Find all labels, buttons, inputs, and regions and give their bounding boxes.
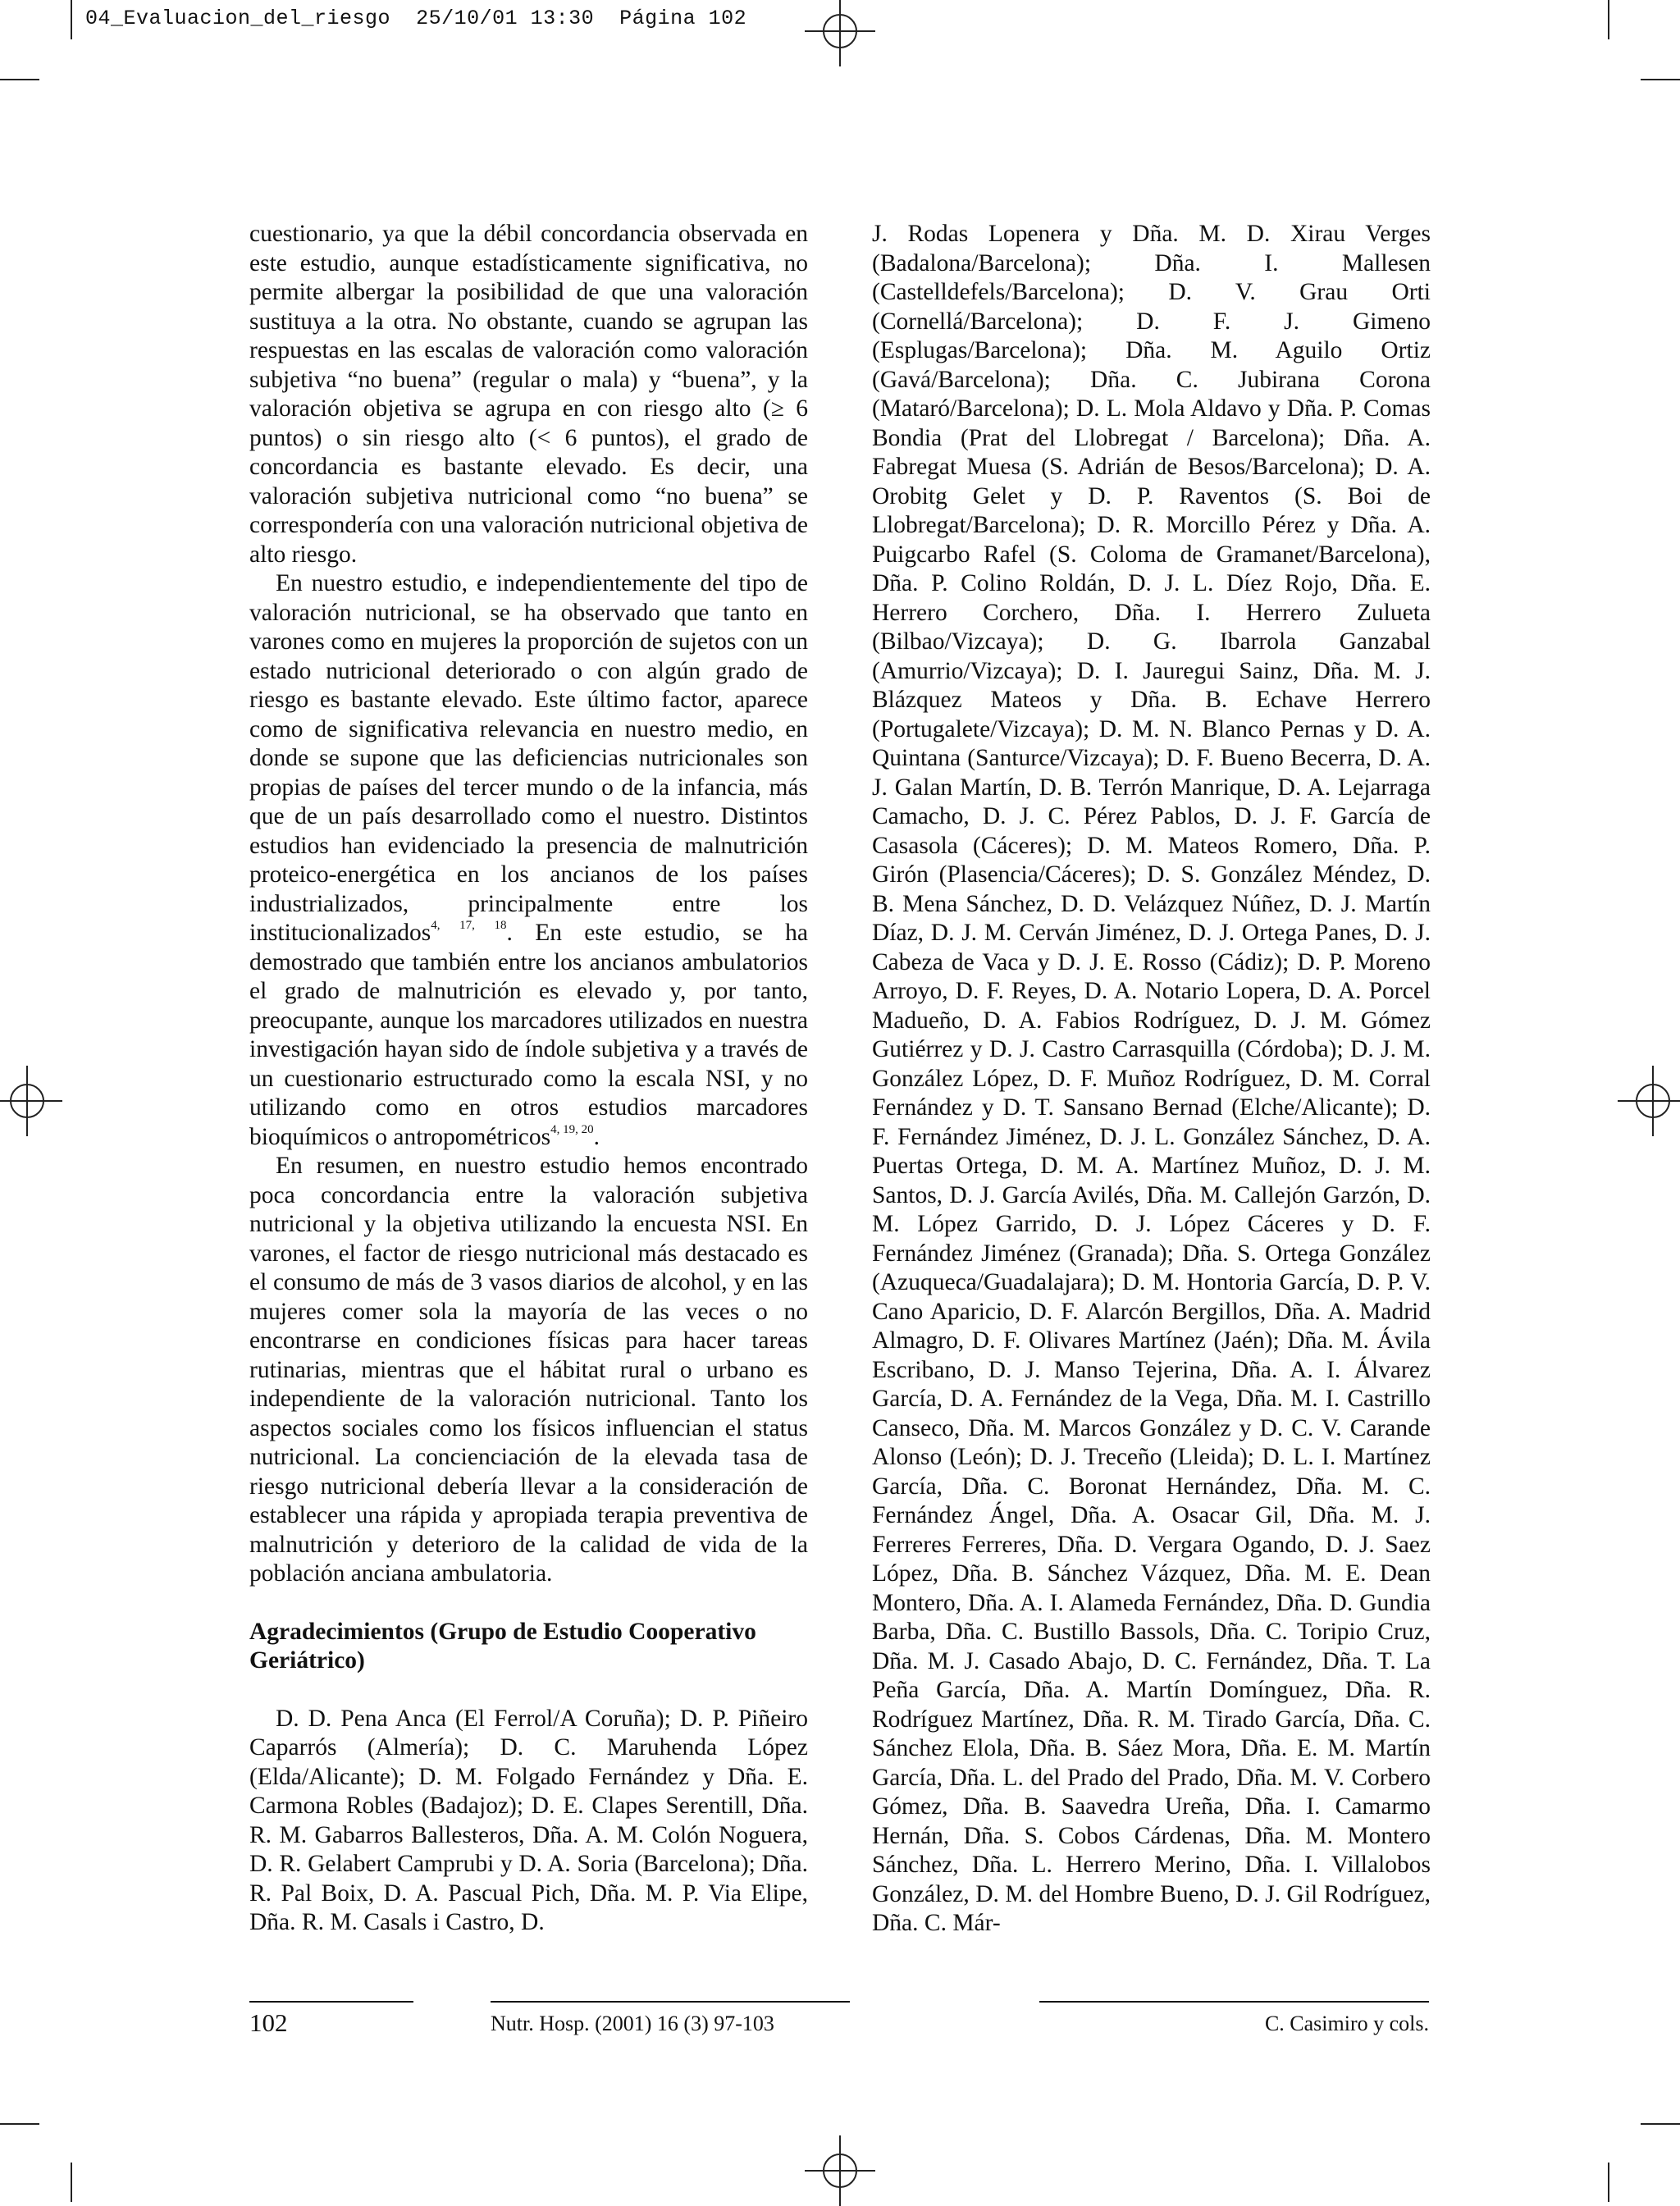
- crop-mark: [0, 2123, 39, 2125]
- registration-mark-icon: [805, 2135, 875, 2206]
- crop-mark: [1608, 0, 1609, 39]
- registration-mark-icon: [805, 0, 875, 66]
- paragraph: D. D. Pena Anca (El Ferrol/A Coruña); D. P. Piñeiro Caparrós (Almería); D. C. Maruhenda López (Elda/Alicante); D. M. Folgado Fernández y Dña. E. Carmona Robles (Badajoz); D. E. Clapes Serentill, Dña. R. M. Gabarros Ballesteros, Dña. A. M. Colón Noguera, D. R. Gelabert Camprubi y D. A. Soria (Barcelona); Dña. R. Pal Boix, D. A. Pascual Pich, Dña. M. P. Via Elipe, Dña. R. M. Casals i Castro, D.: [249, 1705, 808, 1935]
- footer-authors: C. Casimiro y cols.: [1264, 2012, 1429, 2035]
- crop-mark: [1608, 2163, 1609, 2202]
- footer-rule: [249, 2001, 413, 2003]
- journal-citation: Nutr. Hosp. (2001) 16 (3) 97-103: [491, 2012, 774, 2035]
- crop-mark: [71, 2163, 72, 2202]
- page-number: 102: [249, 2008, 288, 2037]
- right-column: [872, 220, 1431, 1939]
- citation: 4, 19, 20: [550, 1122, 594, 1136]
- crop-mark: [71, 0, 72, 39]
- footer-rule: [1039, 2001, 1429, 2003]
- citation: 4, 17, 18: [431, 919, 507, 932]
- paragraph: cuestionario, ya que la débil concordancia observada en este estudio, aunque estadísticamente significativa, no permite albergar la posibilidad de que una valoración sustituya a la otra. No obstante, cuando se agrupan las respuestas en las escalas de valoración como valoración subjetiva “no buena” (regular o mala) y “buena”, y la valoración objetiva se agrupa en con riesgo alto (≥ 6 puntos) o sin riesgo alto (< 6 puntos), el grado de concordancia es bastante elevado. Es decir, una valoración subjetiva nutricional como “no buena” se correspondería con una valoración nutricional objetiva de alto riesgo.: [249, 221, 808, 568]
- footer-rule: [491, 2001, 850, 2003]
- print-slug: 04_Evaluacion_del_riesgo 25/10/01 13:30 Página 102: [85, 7, 747, 30]
- paragraph: En nuestro estudio, e independientemente del tipo de valoración nutricional, se ha observado que tanto en varones como en mujeres la proporción de sujetos con un estado nutricional deteriorado o con algún grado de riesgo es bastante elevado. Este último factor, aparece como de significativa relevancia en nuestro medio, en donde se supone que las deficiencias nutricionales son propias de países del tercer mundo o de la infancia, más que de un país desarrollado como el nuestro. Distintos estudios han evidenciado la presencia de malnutrición proteico-energética en los ancianos de los países industrializados, principalmente entre los institucionalizados$^{4, 17, 18}$. En este estudio, se ha demostrado que también entre los ancianos ambulatorios el grado de malnutrición es elevado y, por tanto, preocupante, aunque los marcadores utilizados en nuestra investigación hayan sido de índole subjetiva y a través de un cuestionario estructurado como la escala NSI, y no utilizando como en otros estudios marcadores bioquímicos o antropométricos$^{4, 19, 20}$.: [249, 570, 808, 1150]
- paragraph: J. Rodas Lopenera y Dña. M. D. Xirau Verges (Badalona/Barcelona); Dña. I. Mallesen (Castelldefels/Barcelona); D. V. Grau Orti (Cornellá/Barcelona); D. F. J. Gimeno (Esplugas/Barcelona); Dña. M. Aguilo Ortiz (Gavá/Barcelona); Dña. C. Jubirana Corona (Mataró/Barcelona); D. L. Mola Aldavo y Dña. P. Comas Bondia (Prat del Llobregat / Barcelona); Dña. A. Fabregat Muesa (S. Adrián de Besos/Barcelona); D. A. Orobitg Gelet y D. P. Raventos (S. Boi de Llobregat/Barcelona); D. R. Morcillo Pérez y Dña. A. Puigcarbo Rafel (S. Coloma de Gramanet/Barcelona), Dña. P. Colino Roldán, D. J. L. Díez Rojo, Dña. E. Herrero Corchero, Dña. I. Herrero Zulueta (Bilbao/Vizcaya); D. G. Ibarrola Ganzabal (Amurrio/Vizcaya); D. I. Jauregui Sainz, Dña. M. J. Blázquez Mateos y Dña. B. Echave Herrero (Portugalete/Vizcaya); D. M. N. Blanco Pernas y D. A. Quintana (Santurce/Vizcaya); D. F. Bueno Becerra, D. A. J. Galan Martín, D. B. Terrón Manrique, D. A. Lejarraga Camacho, D. J. C. Pérez Pablos, D. J. F. García de Casasola (Cáceres); D. M. Mateos Romero, Dña. P. Girón (Plasencia/Cáceres); D. S. González Méndez, D. B. Mena Sánchez, D. D. Velázquez Núñez, D. J. Martín Díaz, D. J. M. Cerván Jiménez, D. J. Ortega Panes, D. J. Cabeza de Vaca y D. J. E. Rosso (Cádiz); D. P. Moreno Arroyo, D. F. Reyes, D. A. Notario Lopera, D. A. Porcel Madueño, D. A. Fabios Rodríguez, D. J. M. Gómez Gutiérrez y D. J. Castro Carrasquilla (Córdoba); D. J. M. González López, D. F. Muñoz Rodríguez, D. M. Corral Fernández y D. T. Sansano Bernad (Elche/Alicante); D. F. Fernández Jiménez, D. J. L. González Sánchez, D. A. Puertas Ortega, D. M. A. Martínez Muñoz, D. J. M. Santos, D. J. García Avilés, Dña. M. Callejón Garzón, D. M. López Garrido, D. J. López Cáceres y D. F. Fernández Jiménez (Granada); Dña. S. Ortega González (Azuqueca/Guadalajara); D. M. Hontoria García, D. P. V. Cano Aparicio, D. F. Alarcón Bergillos, Dña. A. Madrid Almagro, D. F. Olivares Martínez (Jaén); Dña. M. Ávila Escribano, D. J. Manso Tejerina, Dña. A. I. Álvarez García, D. A. Fernández de la Vega, Dña. M. I. Castrillo Canseco, Dña. M. Marcos González y D. C. V. Carande Alonso (León); D. J. Treceño (Lleida); D. L. I. Martínez García, Dña. C. Boronat Hernández, Dña. M. C. Fernández Ángel, Dña. A. Osacar Gil, Dña. M. J. Ferreres Ferreres, Dña. D. Vergara Ogando, D. J. Saez López, Dña. B. Sánchez Vázquez, Dña. M. E. Dean Montero, Dña. A. I. Alameda Fernández, Dña. D. Gundia Barba, Dña. C. Bustillo Bassols, Dña. C. Toripio Cruz, Dña. M. J. Casado Abajo, D. C. Fernández, Dña. T. La Peña García, Dña. A. Martín Domínguez, Dña. R. Rodríguez Martínez, Dña. R. M. Tirado García, Dña. C. Sánchez Elola, Dña. B. Sáez Mora, Dña. E. M. Martín García, Dña. L. del Prado del Prado, Dña. M. V. Corbero Gómez, Dña. B. Saavedra Ureña, Dña. I. Camarmo Hernán, Dña. S. Cobos Cárdenas, Dña. M. Montero Sánchez, Dña. L. Herrero Merino, Dña. I. Villalobos González, D. M. del Hombre Bueno, D. J. Gil Rodríguez, Dña. C. Már-: [872, 221, 1431, 1936]
- section-heading: Agradecimientos (Grupo de Estudio Cooperativo Geriátrico): [249, 1618, 756, 1674]
- paragraph: En resumen, en nuestro estudio hemos encontrado poca concordancia entre la valoración subjetiva nutricional y la objetiva utilizando la encuesta NSI. En varones, el factor de riesgo nutricional más destacado es el consumo de más de 3 vasos diarios de alcohol, y en las mujeres comer sola la mayoría de las veces o no encontrarse en condiciones físicas para hacer tareas rutinarias, mientras que el hábitat rural o urbano es independiente de la valoración nutricional. Tanto los aspectos sociales como los físicos influencian el status nutricional. La concienciación de la elevada tasa de riesgo nutricional debería llevar a la consideración de establecer una rápida y apropiada terapia preventiva de malnutrición y deterioro de la calidad de vida de la población anciana ambulatoria.: [249, 1153, 808, 1587]
- registration-mark-icon: [1618, 1066, 1680, 1136]
- crop-mark: [1641, 2123, 1680, 2125]
- left-column: [249, 220, 808, 1938]
- registration-mark-icon: [0, 1066, 62, 1136]
- crop-mark: [1641, 79, 1680, 80]
- crop-mark: [0, 79, 39, 80]
